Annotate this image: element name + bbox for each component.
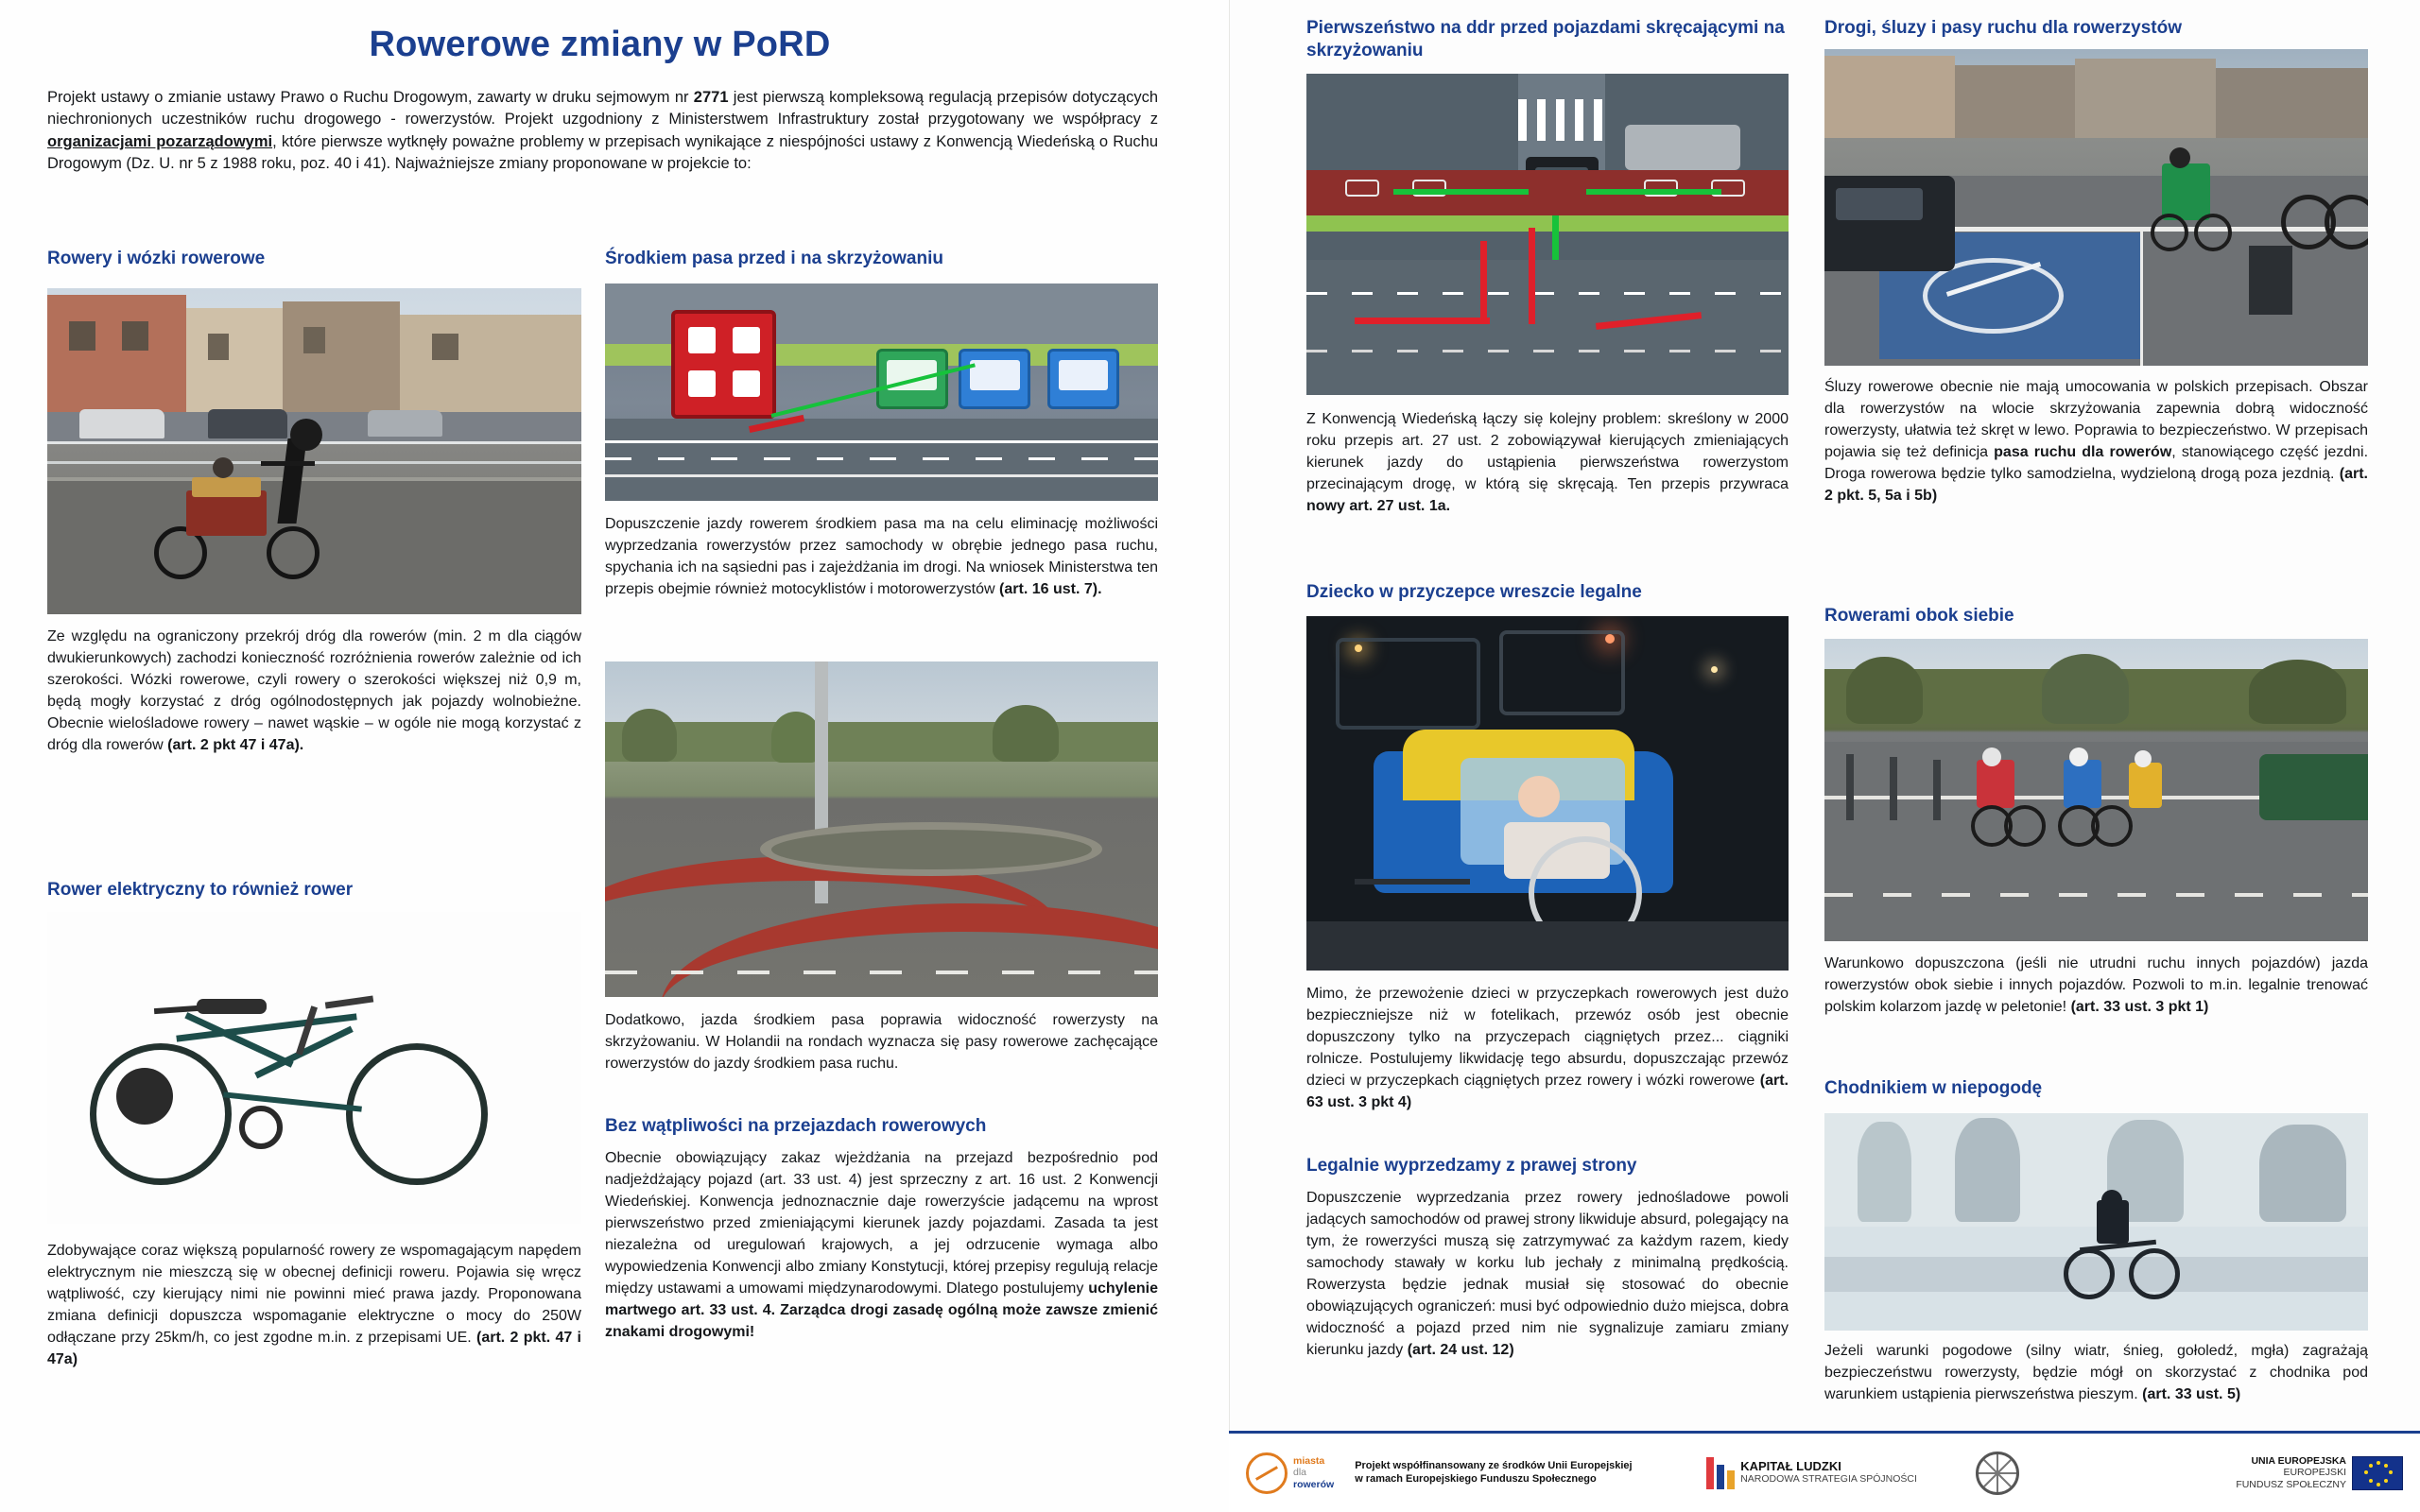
section-rowerami-obok-siebie-text: [1824, 953, 2368, 1029]
section-heading: Środkiem pasa przed i na skrzyżowaniu: [605, 249, 943, 268]
section-paragraph: Ze względu na ograniczony przekrój dróg dla rowerów (min. 2 m dla ciągów dwukierunkowych) zachodzi konieczność rozróżnienia rowerów zależnie od ich szerokości. Wózki rowerowe, czyli rowery o szerokości większej niż 0,9 m, będą mogły korzystać z dróg ogólnodostępnych jak pojazdy wolnobieżne. Obecnie wielośladowe rowery – nawet wąskie – w ogóle nie mogą korzystać z dróg dla rowerów (art. 2 pkt 47 i 47a).: [47, 628, 581, 754]
section-srodkiem-pasa-text: [605, 513, 1158, 611]
section-heading: Rower elektryczny to również rower: [47, 880, 354, 900]
logo-line-2: dla: [1293, 1467, 1307, 1479]
eu-line-3: FUNDUSZ SPOŁECZNY: [2236, 1478, 2346, 1490]
section-pierwszenstwo-ddr: [1306, 17, 1789, 72]
logo-line-1: miasta: [1293, 1454, 1325, 1467]
photo-electric-bike: [47, 912, 581, 1224]
section-paragraph: Obecnie obowiązujący zakaz wjeżdżania na przejazd bezpośrednio pod nadjeżdżający pojazd (art. 33 ust. 4) jest sprzeczny z art. 16 ust. 2 Konwencji Wiedeńskiej. Konwencja jednoznacznie daje rowerzyście jadącemu na wprost pierwszeństwo przed zmieniającymi kierunek jazdy pojazdami. Zasada ta jest niezależna od uregulowań krajowych, a jej odrzucenie wymaga albo wypowiedzenia Konwencji albo zmiany Konstytucji, której przepisy regulują relacje między ustawami a umowami międzynarodowymi. Dlatego postulujemy uchylenie martwego art. 33 ust. 4. Zarządca drogi zasadę ogólną może zawsze zmienić znakami drogowymi!: [605, 1149, 1158, 1340]
section-drogi-sluzy-pasy: [1824, 17, 2363, 49]
footer-funding-bar: [1229, 1431, 2420, 1512]
section-chodnikiem-w-niepogode: [1824, 1077, 2363, 1109]
section-rower-elektryczny-text: [47, 1240, 581, 1382]
section-dziecko-w-przyczepce: [1306, 581, 1789, 613]
section-paragraph: Śluzy rowerowe obecnie nie mają umocowania w polskich przepisach. Obszar dla rowerzystów na wlocie skrzyżowania zapewnia dobrą widoczność rowerzysty, ułatwia też skręt w lewo. Poprawia to bezpieczeństwo. W przepisach pojawia się też definicja pasa ruchu dla rowerów, stanowiącego część jezdni. Droga rowerowa będzie tylko samodzielna, wydzieloną drogą poza jezdnią. (art. 2 pkt. 5, 5a i 5b): [1824, 379, 2369, 505]
kapital-sublabel: NARODOWA STRATEGIA SPÓJNOŚCI: [1740, 1473, 1917, 1486]
section-paragraph: Z Konwencją Wiedeńską łączy się kolejny problem: skreślony w 2000 roku przepis art. 27 ust. 2 zobowiązywał kierujących zmieniających kierunek jazdy do ustąpienia pierwszeństwa rowerzystom przecinającym drogę, w którą się skręcają. Ten przepis przywraca nowy art. 27 ust. 1a.: [1306, 411, 1789, 515]
section-paragraph: Dopuszczenie wyprzedzania przez rowery jednośladowe powoli jadących samochodów od prawej strony likwiduje absurd, polegający na tym, że rowerzyści muszą się zatrzymywać za każdym razem, kiedy samochody stawały w korku lub jechały z minimalną prędkością. Rowerzysta będzie jednak musiał się stosować do obecnie obowiązujących ograniczeń: musi być odpowiednio dużo miejsca, dobra widoczność a pojazd przed nim nie sygnalizuje zamiaru zmiany kierunku jazdy (art. 24 ust. 12): [1306, 1189, 1789, 1358]
logo-line-3: rowerów: [1293, 1478, 1335, 1490]
section-wyprzedzanie-z-prawej: [1306, 1155, 1789, 1372]
legal-ref: (art. 33 ust. 5): [2142, 1386, 2241, 1403]
lead-paragraph-block: [47, 74, 1158, 176]
section-heading: Legalnie wyprzedzamy z prawej strony: [1306, 1156, 1637, 1176]
lead-paragraph: Projekt ustawy o zmianie ustawy Prawo o Ruchu Drogowym, zawarty w druku sejmowym nr 2771 jest pierwszą kompleksową regulacją przepisów dotyczących niechronionych uczestników ruchu drogowego - rowerzystów. Projekt uzgodniony z Ministerstwem Infrastruktury został przygotowany we współpracy z organizacjami pozarządowymi, które pierwsze wytknęły poważne problemy w przepisach wynikające z niespójności ustawy z Konwencją Wiedeńską o Ruchu Drogowym (Dz. U. nr 5 z 1988 roku, poz. 40 i 41). Najważniejsze zmiany proponowane w projekcie to:: [47, 89, 1158, 173]
lead-ngo-link: organizacjami pozarządowymi: [47, 132, 273, 150]
section-paragraph: Dopuszczenie jazdy rowerem środkiem pasa ma na celu eliminację możliwości wyprzedzania rowerzystów przez samochody w obrębie jednego pasa ruchu, spychania ich na sąsiedni pas i zajeżdżania im drogi. Na wniosek Ministerstwa ten przepis obejmie również motocyklistów i motorowerzystów (art. 16 ust. 7).: [605, 516, 1158, 598]
section-paragraph: Mimo, że przewożenie dzieci w przyczepkach rowerowych jest dużo bezpieczniejsze niż w fotelikach, przewóz osób jest obecnie dopuszczony tylko na przyczepach ciągniętych przez... ciągniki rolnicze. Postulujemy likwidację tego absurdu, dopuszczając przewóz dzieci w przyczepkach ciągniętych przez rowery i wózki rowerowe (art. 63 ust. 3 pkt 4): [1306, 986, 1789, 1111]
section-rower-elektryczny: [47, 879, 577, 911]
eu-line-2: EUROPEJSKI: [2283, 1467, 2346, 1479]
legal-ref: (art. 2 pkt 47 i 47a).: [167, 737, 304, 754]
legal-ref: (art. 2 pkt. 5, 5a i 5b): [1824, 466, 2368, 505]
section-heading: Pierwszeństwo na ddr przed pojazdami skręcającymi na skrzyżowaniu: [1306, 18, 1785, 60]
eu-flag-icon: [2352, 1456, 2403, 1490]
section-paragraph: Warunkowo dopuszczona (jeśli nie utrudni ruchu innych pojazdów) jazda rowerzystów obok siebie i innych pojazdów. Pozwoli to m.in. legalnie trenować polskim kolarzom jazdę w peletonie! (art. 33 ust. 3 pkt 1): [1824, 955, 2368, 1016]
logo-kapital-ludzki: [1706, 1457, 1917, 1489]
section-pierwszenstwo-ddr-text: [1306, 408, 1789, 528]
section-heading: Bez wątpliwości na przejazdach rowerowych: [605, 1116, 987, 1136]
legal-ref: (art. 16 ust. 7).: [999, 581, 1102, 598]
eu-line-1: UNIA EUROPEJSKA: [2251, 1454, 2346, 1467]
title-block: [40, 25, 1160, 65]
logo-miasta-dla-rowerow: [1246, 1452, 1334, 1494]
section-srodkiem-pasa-text2: [605, 1009, 1158, 1086]
section-heading: Rowery i wózki rowerowe: [47, 249, 266, 268]
photo-cargo-bike: [47, 288, 581, 614]
legal-ref: (art. 63 ust. 3 pkt 4): [1306, 1073, 1789, 1111]
legal-ref: (art. 2 pkt. 47 i 47a): [47, 1330, 582, 1368]
section-drogi-sluzy-pasy-text: [1824, 376, 2368, 518]
kapital-label: KAPITAŁ LUDZKI: [1740, 1459, 1841, 1474]
section-srodkiem-pasa: [605, 248, 1153, 280]
section-rowerami-obok-siebie: [1824, 605, 2363, 637]
section-chodnikiem-w-niepogode-text: [1824, 1340, 2368, 1417]
legal-ref: nowy art. 27 ust. 1a.: [1306, 498, 1451, 515]
photo-child-trailer: [1306, 616, 1789, 971]
section-paragraph: Jeżeli warunki pogodowe (silny wiatr, śnieg, gołoledź, mgła) zagrażają bezpieczeństwu rowerzysty, będzie mógł on skorzystać z chodnika pod warunkiem ustąpienia pierwszeństwa pieszym. (art. 33 ust. 5): [1824, 1343, 2368, 1403]
photo-winter-sidewalk: [1824, 1113, 2368, 1331]
page-title: Rowerowe zmiany w PoRD: [369, 25, 831, 64]
lead-druk-number: 2771: [693, 89, 729, 106]
section-paragraph: Dodatkowo, jazda środkiem pasa poprawia widoczność rowerzysty na skrzyżowaniu. W Holandii na rondach wyznacza się pasy rowerowe zachęcające rowerzystów do jazdy środkiem pasa ruchu.: [605, 1012, 1158, 1073]
photo-roundabout-cycleway: [605, 662, 1158, 997]
diagram-center-lane: [605, 284, 1158, 501]
section-dziecko-w-przyczepce-text: [1306, 983, 1789, 1125]
section-rowery-i-wozki: [47, 248, 577, 280]
logo-unia-europejska: [2236, 1455, 2403, 1491]
section-heading: Drogi, śluzy i pasy ruchu dla rowerzystów: [1824, 18, 2182, 38]
wheel-logo-icon: [1976, 1452, 2019, 1495]
legal-ref: uchylenie martwego art. 33 ust. 4. Zarządca drogi zasadę ogólną może zawsze zmienić znakami drogowymi!: [605, 1280, 1158, 1340]
section-paragraph: Zdobywające coraz większą popularność rowery ze wspomagającym napędem elektrycznym nie mieszczą się w obecnej definicji roweru. Pojawia się wręcz wątpliwość, czy kierujący nimi nie powinni mieć prawa jazdy. Proponowana zmiana definicji dopuszcza wspomaganie elektryczne o mocy do 250W odłączane przy 25km/h, co jest zgodne m.in. z przepisami UE. (art. 2 pkt. 47 i 47a): [47, 1243, 582, 1368]
section-heading: Chodnikiem w niepogodę: [1824, 1078, 2043, 1098]
diagram-junction-priority: [1306, 74, 1789, 395]
photo-bike-box-street: [1824, 49, 2368, 366]
section-heading: Dziecko w przyczepce wreszcie legalne: [1306, 582, 1642, 602]
legal-ref: (art. 33 ust. 3 pkt 1): [2070, 999, 2209, 1016]
section-heading: Rowerami obok siebie: [1824, 606, 2014, 626]
section-przejazdy-rowerowe: [605, 1115, 1158, 1354]
section-rowery-i-wozki-text: [47, 626, 581, 767]
funding-statement: Projekt współfinansowany ze środków Unii Europejskiej w ramach Europejskiego Funduszu Społecznego: [1355, 1459, 1633, 1485]
photo-cyclists-side-by-side: [1824, 639, 2368, 941]
legal-ref: (art. 24 ust. 12): [1407, 1341, 1514, 1358]
